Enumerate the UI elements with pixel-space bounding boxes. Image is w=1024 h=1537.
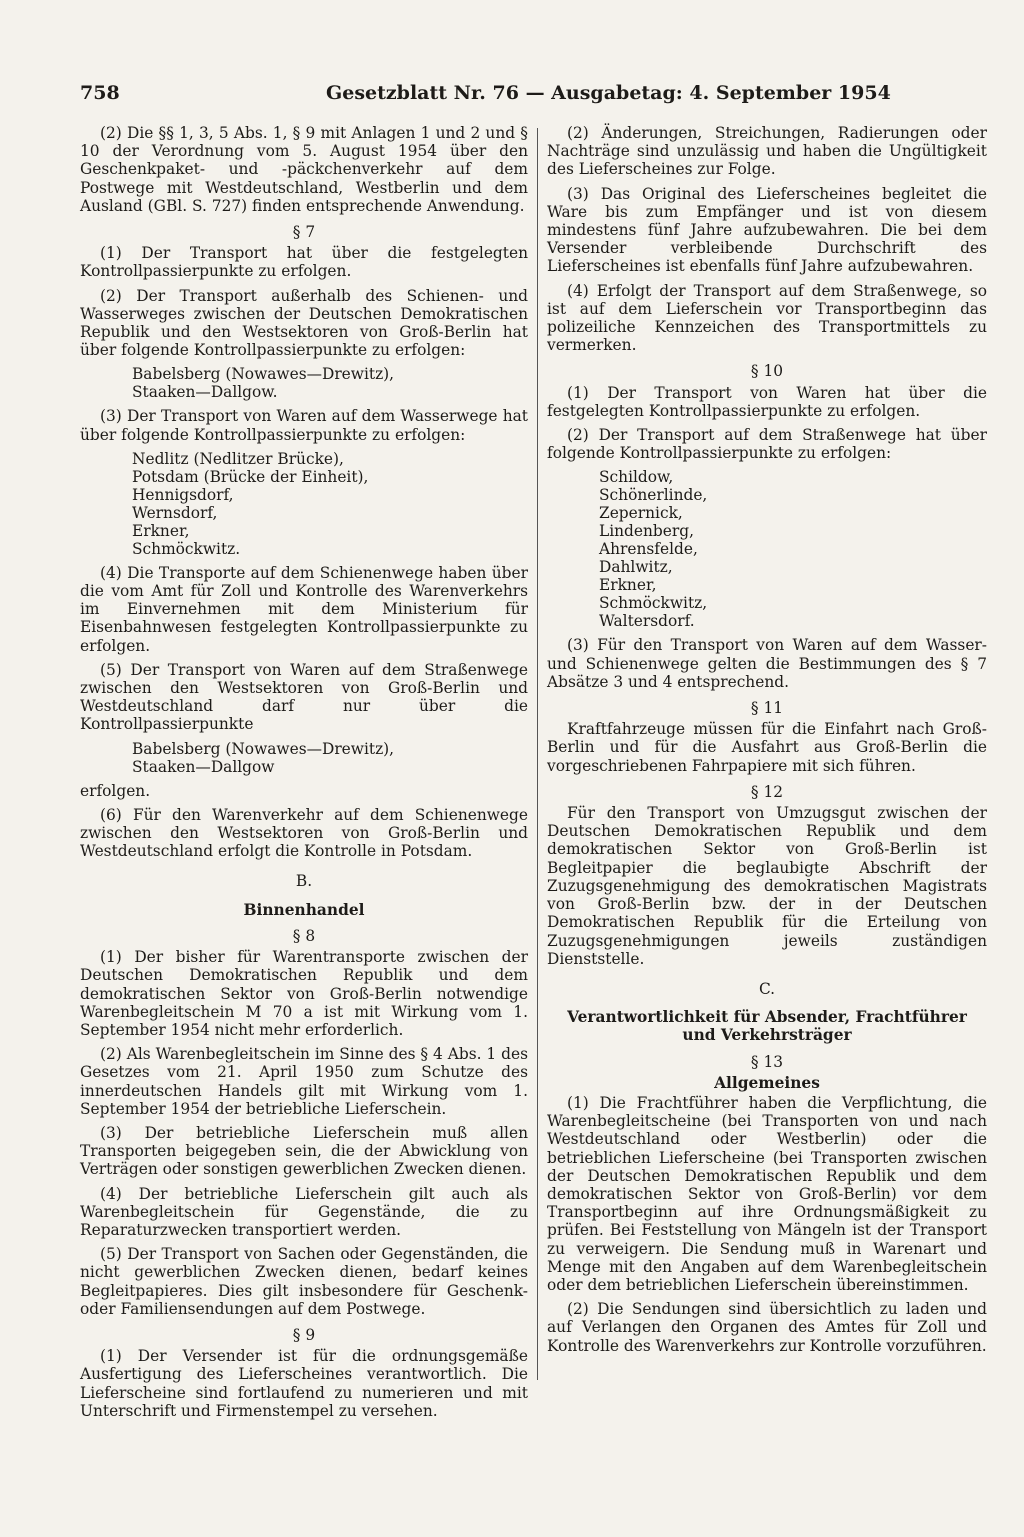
list-item: Staaken—Dallgow. bbox=[132, 383, 278, 402]
gazette-title: Gesetzblatt Nr. 76 — Ausgabetag: 4. September 1954 bbox=[326, 82, 891, 104]
list-item: Waltersdorf. bbox=[599, 612, 695, 631]
list-item: Babelsberg (Nowawes—Drewitz), bbox=[132, 739, 395, 758]
part-letter: C. bbox=[758, 979, 776, 998]
checkpoint-list bbox=[132, 740, 528, 776]
list-item: Schildow, bbox=[599, 468, 674, 487]
paragraph: (2) Die §§ 1, 3, 5 Abs. 1, § 9 mit Anlagen 1 und 2 und § 10 der Verordnung vom 5. August 1954 über den Geschenkpaket- und -päckchenverkehr auf dem Postwege mit Westdeutschland, Westberlin und dem Ausland (GBl. S. 727) finden entsprechende Anwendung. bbox=[80, 124, 528, 215]
paragraph: Für den Transport von Umzugsgut zwischen der Deutschen Demokratischen Republik und dem demokratischen Sektor von Groß-Berlin ist Begleitpapier die beglaubigte Abschrift der Zuzugsgenehmigung des demokratischen Magistrats von Groß-Berlin bzw. der in der Deutschen Demokratischen Republik für die Erteilung von Zuzugsgenehmigungen jeweils zuständigen Dienststelle. bbox=[547, 804, 987, 968]
checkpoint-list bbox=[132, 450, 528, 558]
paragraph: (4) Der betriebliche Lieferschein gilt auch als Warenbegleitschein für Gegenstände, die zu Reparaturzwecken transportiert werden. bbox=[80, 1184, 528, 1239]
list-item: Babelsberg (Nowawes—Drewitz), bbox=[132, 365, 395, 384]
list-item: Nedlitz (Nedlitzer Brücke), bbox=[132, 449, 344, 468]
part-heading: Binnenhandel bbox=[243, 900, 365, 919]
section-number: § 13 bbox=[750, 1052, 784, 1071]
paragraph-tail: erfolgen. bbox=[80, 781, 151, 800]
checkpoint-list bbox=[599, 468, 987, 630]
paragraph: (2) Änderungen, Streichungen, Radierungen oder Nachträge sind unzulässig und haben die Ungültigkeit des Lieferscheines zur Folge. bbox=[547, 124, 987, 179]
list-item: Dahlwitz, bbox=[599, 558, 673, 577]
paragraph: (1) Der Transport von Waren hat über die festgelegten Kontrollpassierpunkte zu erfolgen. bbox=[547, 383, 987, 420]
list-item: Wernsdorf, bbox=[132, 503, 218, 522]
paragraph: (2) Als Warenbegleitschein im Sinne des § 4 Abs. 1 des Gesetzes vom 21. April 1950 zum Schutze des innerdeutschen Handels gilt mit Wirkung vom 1. September 1954 der betriebliche Lieferschein. bbox=[80, 1045, 528, 1118]
paragraph: (2) Der Transport außerhalb des Schienen- und Wasserweges zwischen der Deutschen Demokratischen Republik und den Westsektoren von Groß-Berlin hat über folgende Kontrollpassierpunkte zu erfolgen: bbox=[80, 286, 528, 360]
paragraph: (4) Die Transporte auf dem Schienenwege haben über die vom Amt für Zoll und Kontrolle des Warenverkehrs im Einvernehmen mit dem Ministerium für Eisenbahnwesen festgelegten Kontrollpassierpunkte zu erfolgen. bbox=[80, 563, 528, 655]
left-column bbox=[80, 124, 528, 1426]
list-item: Staaken—Dallgow bbox=[132, 757, 275, 776]
section-number: § 11 bbox=[750, 699, 784, 718]
paragraph: (1) Die Frachtführer haben die Verpflichtung, die Warenbegleitscheine (bei Transporten von und nach Westdeutschland oder Westberlin) oder die betrieblichen Lieferscheine (bei Transporten zwischen der Deutschen Demokratischen Republik und dem demokratischen Sektor von Groß-Berlin) vor dem Transportbeginn auf ihre Ordnungsmäßigkeit zu prüfen. Bei Feststellung von Mängeln ist der Transport zu verweigern. Die Sendung muß in Warenart und Menge mit den Angaben auf dem Warenbegleitschein oder dem betrieblichen Lieferschein übereinstimmen. bbox=[547, 1093, 987, 1294]
section-number: § 10 bbox=[750, 362, 784, 381]
list-item: Erkner, bbox=[132, 521, 190, 540]
right-column bbox=[547, 124, 987, 1361]
paragraph: (2) Der Transport auf dem Straßenwege hat über folgende Kontrollpassierpunkte zu erfolgen: bbox=[547, 426, 987, 463]
paragraph: (3) Der Transport von Waren auf dem Wasserwege hat über folgende Kontrollpassierpunkte zu erfolgen: bbox=[80, 407, 528, 444]
list-item: Schmöckwitz, bbox=[599, 594, 708, 613]
list-item: Schönerlinde, bbox=[599, 486, 708, 505]
paragraph: (3) Der betriebliche Lieferschein muß allen Transporten beigegeben sein, die der Abwicklung von Verträgen oder sonstigen gewerblichen Zwecken dienen. bbox=[80, 1123, 528, 1179]
section-heading: Allgemeines bbox=[714, 1073, 820, 1092]
paragraph: (4) Erfolgt der Transport auf dem Straßenwege, so ist auf dem Lieferschein vor Transportbeginn das polizeiliche Kennzeichen des Transportmittels zu vermerken. bbox=[547, 281, 987, 355]
part-heading-line: und Verkehrsträger bbox=[682, 1026, 852, 1045]
paragraph: (2) Die Sendungen sind übersichtlich zu laden und auf Verlangen den Organen des Amtes für Zoll und Kontrolle des Warenverkehrs zur Kontrolle vorzuführen. bbox=[547, 1300, 987, 1355]
paragraph: (3) Das Original des Lieferscheines begleitet die Ware bis zum Empfänger und ist von diesem mindestens fünf Jahre aufzubewahren. Die bei dem Versender verbleibende Durchschrift des Lieferscheines ist ebenfalls fünf Jahre aufzubewahren. bbox=[547, 184, 987, 276]
part-letter: B. bbox=[295, 872, 313, 891]
part-heading bbox=[547, 1008, 987, 1044]
list-item: Zepernick, bbox=[599, 504, 683, 523]
list-item: Lindenberg, bbox=[599, 522, 694, 541]
checkpoint-list bbox=[132, 365, 528, 401]
section-number: § 8 bbox=[292, 926, 316, 945]
paragraph: (5) Der Transport von Sachen oder Gegenständen, die nicht gewerblichen Zwecken dienen, bedarf keines Begleitpapieres. Dies gilt insbesondere für Geschenk- oder Familiensendungen auf dem Postwege. bbox=[80, 1245, 528, 1318]
list-item: Potsdam (Brücke der Einheit), bbox=[132, 467, 369, 486]
paragraph: (6) Für den Warenverkehr auf dem Schienenwege zwischen den Westsektoren von Groß-Berlin und Westdeutschland erfolgt die Kontrolle in Potsdam. bbox=[80, 805, 528, 861]
page-number: 758 bbox=[80, 82, 120, 104]
paragraph: Kraftfahrzeuge müssen für die Einfahrt nach Groß-Berlin und für die Ausfahrt aus Groß-Berlin die vorgeschriebenen Fahrpapiere mit sich führen. bbox=[547, 720, 987, 775]
section-number: § 9 bbox=[292, 1325, 316, 1344]
section-number: § 12 bbox=[750, 782, 784, 801]
column-divider bbox=[537, 128, 538, 1380]
paragraph: (1) Der Versender ist für die ordnungsgemäße Ausfertigung des Lieferscheines verantwortlich. Die Lieferscheine sind fortlaufend zu numerieren und mit Unterschrift und Firmenstempel zu versehen. bbox=[80, 1347, 528, 1420]
list-item: Erkner, bbox=[599, 576, 657, 595]
part-heading-line: Verantwortlichkeit für Absender, Frachtführer bbox=[567, 1008, 967, 1027]
list-item: Ahrensfelde, bbox=[599, 540, 698, 559]
list-item: Hennigsdorf, bbox=[132, 485, 234, 504]
paragraph: (5) Der Transport von Waren auf dem Straßenwege zwischen den Westsektoren von Groß-Berlin und Westdeutschland darf nur über die Kontrollpassierpunkte bbox=[80, 660, 528, 734]
section-number: § 7 bbox=[292, 223, 316, 242]
paragraph: (1) Der Transport hat über die festgelegten Kontrollpassierpunkte zu erfolgen. bbox=[80, 244, 528, 281]
paragraph: (1) Der bisher für Warentransporte zwischen der Deutschen Demokratischen Republik und dem demokratischen Sektor von Groß-Berlin notwendige Warenbegleitschein M 70 a ist mit Wirkung vom 1. September 1954 nicht mehr erforderlich. bbox=[80, 948, 528, 1039]
list-item: Schmöckwitz. bbox=[132, 539, 241, 558]
page-header bbox=[80, 82, 891, 110]
paragraph: (3) Für den Transport von Waren auf dem Wasser- und Schienenwege gelten die Bestimmungen des § 7 Absätze 3 und 4 entsprechend. bbox=[547, 636, 987, 691]
